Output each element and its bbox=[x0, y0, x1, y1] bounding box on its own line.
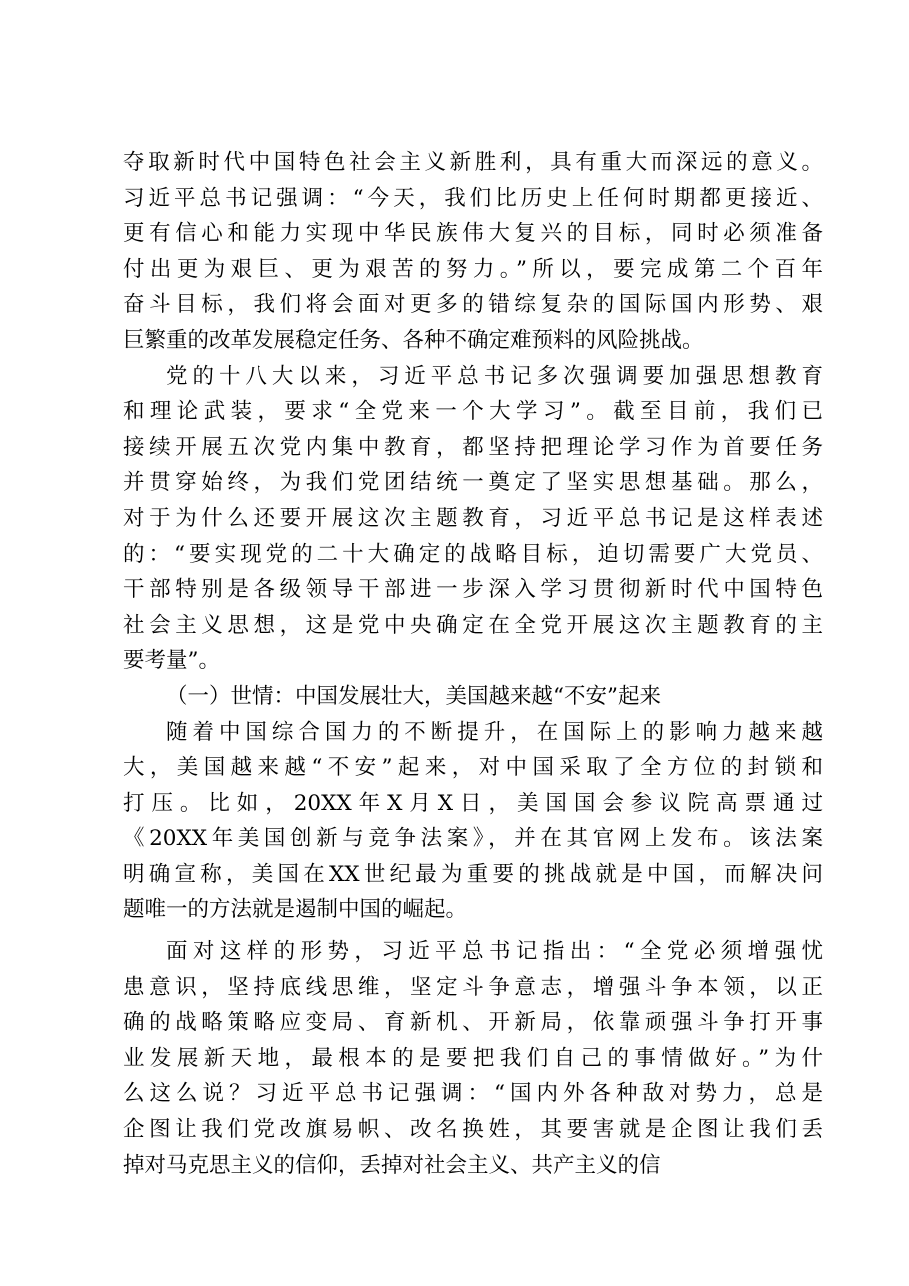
text-line: 题唯一的方法就是遏制中国的崛起。 bbox=[123, 897, 468, 923]
text-line: 大，美国越来越“不安”起来，对中国采取了全方位的封锁和 bbox=[123, 755, 823, 781]
text-line: 业发展新天地，最根本的是要把我们自己的事情做好。”为什 bbox=[123, 1045, 823, 1071]
text-line: 《20XX年美国创新与竞争法案》，并在其官网上发布。该法案 bbox=[123, 826, 823, 852]
text-line: 的：“要实现党的二十大确定的战略目标，迫切需要广大党员、 bbox=[123, 541, 823, 567]
text-line: 付出更为艰巨、更为艰苦的努力。”所以，要完成第二个百年 bbox=[123, 256, 823, 282]
text-line: 巨繁重的改革发展稳定任务、各种不确定难预料的风险挑战。 bbox=[123, 327, 704, 353]
paragraph-first-line: 面对这样的形势，习近平总书记指出：“全党必须增强忧 bbox=[166, 939, 823, 965]
document-body bbox=[123, 145, 823, 1183]
text-line: 对于为什么还要开展这次主题教育，习近平总书记是这样表述 bbox=[123, 505, 823, 531]
text-line: 企图让我们党改旗易帜、改名换姓，其要害就是企图让我们丢 bbox=[123, 1117, 823, 1143]
text-line: 更有信心和能力实现中华民族伟大复兴的目标，同时必须准备 bbox=[123, 221, 823, 247]
paragraph-first-line: 随着中国综合国力的不断提升，在国际上的影响力越来越 bbox=[166, 719, 823, 745]
text-line: 习近平总书记强调：“今天，我们比历史上任何时期都更接近、 bbox=[123, 185, 823, 211]
text-line: 社会主义思想，这是党中央确定在全党开展这次主题教育的主 bbox=[123, 612, 823, 638]
text-line: 奋斗目标，我们将会面对更多的错综复杂的国际国内形势、艰 bbox=[123, 292, 823, 318]
text-line: 夺取新时代中国特色社会主义新胜利，具有重大而深远的意义。 bbox=[123, 150, 823, 175]
text-line: 掉对马克思主义的信仰，丢掉对社会主义、共产主义的信 bbox=[123, 1152, 661, 1178]
text-line: 并贯穿始终，为我们党团结统一奠定了坚实思想基础。那么， bbox=[123, 470, 823, 496]
text-line: 么这么说？习近平总书记强调：“国内外各种敌对势力，总是 bbox=[123, 1081, 823, 1107]
text-line: 和理论武装，要求“全党来一个大学习”。截至目前，我们已 bbox=[123, 399, 823, 425]
text-line: 患意识，坚持底线思维，坚定斗争意志，增强斗争本领，以正 bbox=[123, 974, 823, 1000]
paragraph-first-line: 党的十八大以来，习近平总书记多次强调要加强思想教育 bbox=[166, 363, 823, 389]
text-line: 打压。比如，20XX年X月X日，美国国会参议院高票通过 bbox=[123, 790, 823, 816]
section-heading: （一）世情：中国发展壮大，美国越来越“不安”起来 bbox=[166, 683, 661, 709]
text-line: 要考量”。 bbox=[123, 648, 220, 674]
text-line: 明确宣称，美国在XX世纪最为重要的挑战就是中国，而解决问 bbox=[123, 861, 823, 887]
text-line: 确的战略策略应变局、育新机、开新局，依靠顽强斗争打开事 bbox=[123, 1010, 823, 1036]
text-line: 干部特别是各级领导干部进一步深入学习贯彻新时代中国特色 bbox=[123, 577, 823, 603]
text-line: 接续开展五次党内集中教育，都坚持把理论学习作为首要任务 bbox=[123, 434, 823, 460]
